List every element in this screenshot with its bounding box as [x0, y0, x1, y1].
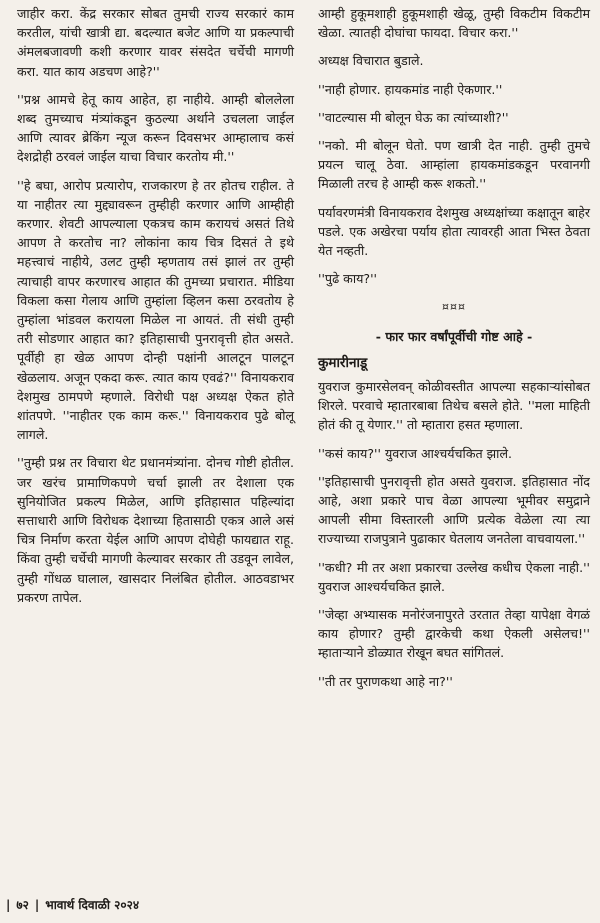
- paragraph: अध्यक्ष विचारात बुडाले.: [318, 53, 424, 69]
- publication-name: भावार्थ दिवाळी २०२४: [45, 898, 140, 912]
- paragraph: ''जेव्हा अभ्यासक मनोरंजनापुरते उरतात तेव्हा यापेक्षा वेगळं काय होणार? तुम्ही द्वारकेची कथा ऐकली असेलच!'' म्हाताऱ्याने डोळ्यात रोखून बघत सांगितलं.: [318, 607, 590, 661]
- footer-divider: |: [6, 897, 11, 912]
- right-column: [318, 4, 590, 700]
- paragraph: ''नको. मी बोलून घेतो. पण खात्री देत नाही. तुम्ही तुमचे प्रयत्न चालू ठेवा. आम्हांला हायकमांडकडून परवानगी मिळाली तरच हे आम्ही करू शकतो.'': [318, 138, 590, 192]
- paragraph: आम्ही हुकूमशाही हुकूमशाही खेळू, तुम्ही विकटीम विकटीम खेळा. त्यातही दोघांचा फायदा. विचार करा.'': [318, 6, 590, 41]
- page-number: ७२: [16, 898, 29, 912]
- paragraph: ''प्रश्न आमचे हेतू काय आहेत, हा नाहीये. आम्ही बोललेला शब्द तुमच्याच मंत्र्यांकडून कुठल्या अर्थाने उचलला जाईल आणि त्यावर ब्रेकिंग न्यूज करून दिवसभर आम्हालाच कसं देशद्रोही ठरवलं जाईल याचा विचार करतोय मी.'': [17, 91, 294, 165]
- section-separator: ¤¤¤: [442, 300, 466, 314]
- paragraph: ''ती तर पुराणकथा आहे ना?'': [318, 673, 453, 689]
- left-column: [17, 4, 294, 616]
- paragraph: पर्यावरणमंत्री विनायकराव देशमुख अध्यक्षांच्या कक्षातून बाहेर पडले. एक अखेरचा पर्याय होता त्यावरही आता भिस्त ठेवता येत नव्हती.: [318, 204, 590, 259]
- paragraph: ''कधी? मी तर अशा प्रकारचा उल्लेख कधीच ऐकला नाही.'' युवराज आश्चर्यचकित झाले.: [318, 559, 590, 594]
- paragraph: ''कसं काय?'' युवराज आश्चर्यचकित झाले.: [318, 445, 512, 461]
- paragraph: ''हे बघा, आरोप प्रत्यारोप, राजकारण हे तर होतच राहील. ते या नाहीतर त्या मुद्द्यावरून तुम्हीही करणार आणि आम्हीही करणार. शेवटी आपल्याला एकत्रच काम करायचं असतं तिथे आपण ते करतोच ना? लोकांना काय चित्र दिसतं ते इथे महत्त्वाचं नाहीये, उलट तुम्ही म्हणताय तसं झालं तर तुम्ही त्याचाही वापर करणारच आहात की तुमच्या प्रचारात. मीडिया विकला कसा गेलाय आणि तुम्हांला व्हिलन कसा ठरवतोय हे तुम्हांला भांडवल करायला मिळेल ना आयतं. ती संधी तुम्ही तरी सोडणार आहात का? इतिहासाची पुनरावृत्ती होत असते. पूर्वीही हा खेळ आपण दोन्ही पक्षांनी आलटून पालटून खेळलाय. अजून एकदा करू. त्यात काय एवढं?'' विनायकराव देशमुख ठामपणे म्हणाले. विरोधी पक्ष अध्यक्ष ऐकत होते शांतपणे. ''नाहीतर एक काम करू.'' विनायकराव पुढे बोलू लागले.: [17, 177, 294, 443]
- paragraph: जाहीर करा. केंद्र सरकार सोबत तुमची राज्य सरकारं काम करतील, यांची खात्री द्या. बदल्यात बजेट आणि या प्रकल्पाची अंमलबजावणी कशी करणार यावर संसदेत चर्चेची मागणी करा. यात काय अडचण आहे?'': [17, 6, 294, 79]
- footer-divider: |: [34, 897, 40, 912]
- paragraph: ''इतिहासाची पुनरावृत्ती होत असते युवराज. इतिहासात नोंद आहे, अशा प्रकारे पाच वेळा आपल्या भूमीवर समुद्राने आपली सीमा विस्तारली आणि प्रत्येक वेळेला त्या त्या राज्याच्या राजपुत्राने पुढाकार घेतलाय जनतेला वाचवायला.'': [318, 473, 590, 547]
- paragraph: ''वाटल्यास मी बोलून घेऊ का त्यांच्याशी?'': [318, 109, 509, 125]
- paragraph: युवराज कुमारसेलवन् कोळीवस्तीत आपल्या सहकाऱ्यांसोबत शिरले. परवाचे म्हातारबाबा तिथेच बसले होते. ''मला माहिती होतं की तू येणार.'' तो म्हातारा हसत म्हणाला.: [318, 379, 590, 433]
- section-heading: - फार फार वर्षांपूर्वीची गोष्ट आहे -: [375, 328, 533, 344]
- page-footer: [6, 896, 139, 913]
- paragraph: ''तुम्ही प्रश्न तर विचारा थेट प्रधानमंत्र्यांना. दोनच गोष्टी होतील. जर खरंच प्रामाणिकपणे चर्चा झाली तर देशाला एक सुनियोजित प्रकल्प मिळेल, आणि इतिहासात पहिल्यांदा सत्ताधारी आणि विरोधक देशाच्या हितासाठी एकत्र आले असं चित्र निर्माण करता येईल आणि आपण दोघेही फायद्यात राहू. किंवा तुम्ही चर्चेची मागणी केल्यावर सरकार ती उडवून लावेल, तुम्ही गोंधळ घालाल, खासदार निलंबित होतील. आठवडाभर प्रकरण तापेल.: [17, 455, 294, 605]
- place-heading: कुमारीनाडू: [318, 354, 368, 371]
- paragraph: ''नाही होणार. हायकमांड नाही ऐकणार.'': [318, 81, 503, 97]
- paragraph: ''पुढे काय?'': [318, 271, 378, 287]
